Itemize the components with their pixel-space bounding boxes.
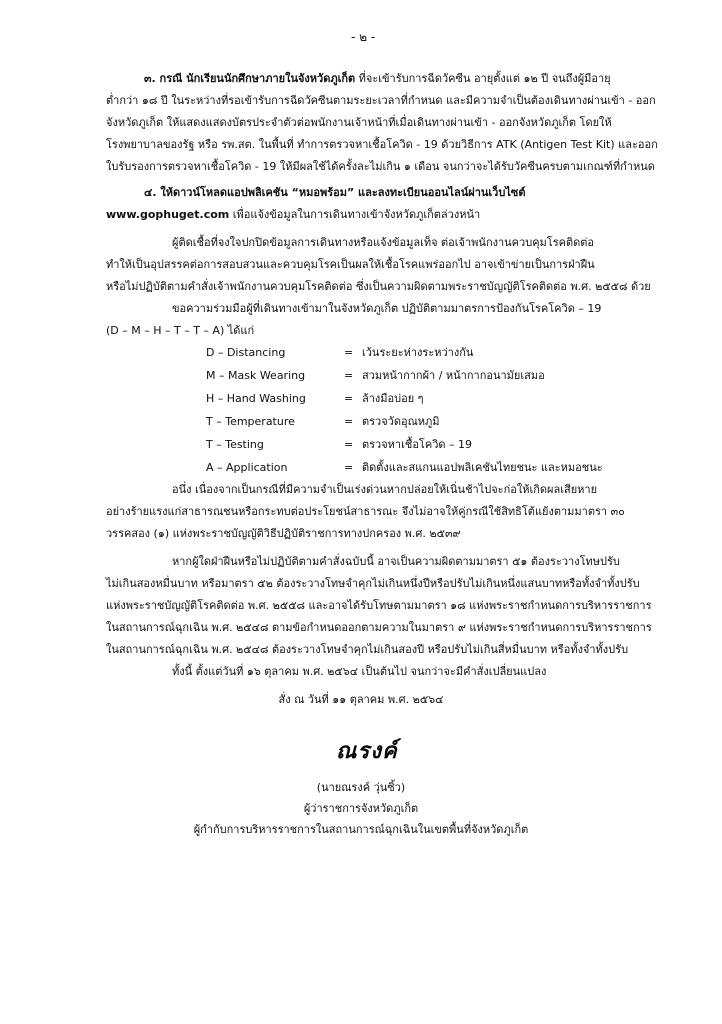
item4-line2-rest: เพื่อแจ้งข้อมูลในการเดินทางเข้าจังหวัดภูเก็ตล่วงหน้า [229, 208, 481, 221]
violation-line4: ในสถานการณ์ฉุกเฉิน พ.ศ. ๒๕๔๘ ตามข้อกำหนดออกตามความในมาตรา ๙ แห่งพระราชกำหนดการบริหารราชการ [106, 621, 652, 634]
penalty-line2: ทำให้เป็นอุปสรรคต่อการสอบสวนและควบคุมโรคเป็นผลให้เชื้อโรคแพร่ออกไป อาจเข้าข่ายเป็นการฝ่าฝืน [106, 258, 595, 271]
measure-term: T – Temperature [206, 415, 295, 428]
measure-term: D – Distancing [206, 346, 286, 359]
item3-line1-rest: ที่จะเข้ารับการฉีดวัคซีน อายุตั้งแต่ ๑๒ ปี จนถึงผู้มีอายุ [355, 72, 611, 85]
measure-equals: = [344, 461, 354, 474]
measure-desc: ตรวจหาเชื้อโควิด – 19 [362, 438, 473, 451]
item3-line4: โรงพยาบาลของรัฐ หรือ รพ.สต. ในพื้นที่ ทำการตรวจหาเชื้อโควิด - 19 ด้วยวิธีการ ATK (Antigen Test Kit) และออก [106, 138, 658, 151]
violation-line1: หากผู้ใดฝ่าฝืนหรือไม่ปฏิบัติตามคำสั่งฉบับนี้ อาจเป็นความผิดตามมาตรา ๕๑ ต้องระวางโทษปรับ [172, 555, 620, 568]
measure-term: M – Mask Wearing [206, 369, 306, 382]
item4-line2 [106, 208, 480, 222]
urgent-line2: อย่างร้ายแรงแก่สาธารณชนหรือกระทบต่อประโยชน์สาธารณะ จึงไม่อาจให้คู่กรณีใช้สิทธิโต้แย้งตามมาตรา ๓๐ [106, 505, 625, 518]
coop-line1: ขอความร่วมมือผู้ที่เดินทางเข้ามาในจังหวัดภูเก็ต ปฏิบัติตามมาตรการป้องกันโรคโควิด – 19 [172, 302, 602, 315]
measure-equals: = [344, 346, 354, 359]
violation-line3: แห่งพระราชบัญญัติโรคติดต่อ พ.ศ. ๒๕๕๘ และอาจได้รับโทษตามมาตรา ๑๘ แห่งพระราชกำหนดการบริหารราชการ [106, 599, 652, 612]
page-number: - ๒ - [351, 30, 376, 44]
urgent-line3: วรรคสอง (๑) แห่งพระราชบัญญัติวิธีปฏิบัติราชการทางปกครอง พ.ศ. ๒๕๓๙ [106, 527, 461, 540]
measure-term: H – Hand Washing [206, 392, 306, 405]
measure-term: A – Application [206, 461, 288, 474]
measure-equals: = [344, 415, 354, 428]
measure-equals: = [344, 369, 354, 382]
order-date: สั่ง ณ วันที่ ๑๑ ตุลาคม พ.ศ. ๒๕๖๔ [278, 693, 444, 706]
coop-line2: (D – M – H – T – T – A) ได้แก่ [106, 324, 255, 337]
item3-line5: ใบรับรองการตรวจหาเชื้อโควิด - 19 ให้มีผลใช้ได้ครั้งละไม่เกิน ๑ เดือน จนกว่าจะได้รับวัคซีนครบตามเกณฑ์ที่กำหนด [106, 160, 655, 173]
signer-title: ผู้ว่าราชการจังหวัดภูเก็ต [303, 802, 419, 815]
measure-equals: = [344, 438, 354, 451]
penalty-line3: หรือไม่ปฏิบัติตามคำสั่งเจ้าพนักงานควบคุมโรคติดต่อ ซึ่งเป็นความผิดตามพระราชบัญญัติโรคติดต่อ พ.ศ. ๒๕๕๘ ด้วย [106, 280, 651, 293]
measure-desc: ตรวจวัดอุณหภูมิ [362, 415, 440, 428]
item3-line3: จังหวัดภูเก็ต ให้แสดงแสดงบัตรประจำตัวต่อพนักงานเจ้าหน้าที่เมื่อเดินทางผ่านเข้า - ออกจังหวัดภูเก็ต โดยให้ [106, 116, 612, 129]
measure-desc: เว้นระยะห่างระหว่างกัน [362, 346, 474, 359]
item3-line1 [144, 72, 611, 86]
measure-term: T – Testing [206, 438, 264, 451]
urgent-line1: อนึ่ง เนื่องจากเป็นกรณีที่มีความจำเป็นเร่งด่วนหากปล่อยให้เนิ่นช้าไปจะก่อให้เกิดผลเสียหาย [172, 483, 598, 496]
violation-line2: ไม่เกินสองหมื่นบาท หรือมาตรา ๕๒ ต้องระวางโทษจำคุกไม่เกินหนึ่งปีหรือปรับไม่เกินหนึ่งแสนบาทหรือทั้งจำทั้งปรับ [106, 577, 640, 590]
violation-line5: ในสถานการณ์ฉุกเฉิน พ.ศ. ๒๕๔๘ ต้องระวางโทษจำคุกไม่เกินสองปี หรือปรับไม่เกินสี่หมื่นบาท หรือทั้งจำทั้งปรับ [106, 643, 629, 656]
website-link[interactable]: www.gophuget.com [106, 208, 230, 221]
measure-desc: สวมหน้ากากผ้า / หน้ากากอนามัยเสมอ [362, 369, 545, 382]
item3-line2: ต่ำกว่า ๑๘ ปี ในระหว่างที่รอเข้ารับการฉีดวัคซีนตามระยะเวลาที่กำหนด และมีความจำเป็นต้องเดินทางผ่านเข้า - ออก [106, 94, 656, 107]
handwritten-signature: ณรงค์ [336, 738, 398, 764]
item3-lead: ๓. กรณี นักเรียนนักศึกษาภายในจังหวัดภูเก็ต [144, 72, 356, 85]
penalty-line1: ผู้ติดเชื้อที่จงใจปกปิดข้อมูลการเดินทางหรือแจ้งข้อมูลเท็จ ต่อเจ้าพนักงานควบคุมโรคติดต่อ [172, 236, 595, 249]
signer-authority: ผู้กำกับการบริหารราชการในสถานการณ์ฉุกเฉินในเขตพื้นที่จังหวัดภูเก็ต [193, 823, 529, 836]
measure-equals: = [344, 392, 354, 405]
measure-desc: ติดตั้งและสแกนแอปพลิเคชันไทยชนะ และหมอชนะ [362, 461, 603, 474]
effective-date: ทั้งนี้ ตั้งแต่วันที่ ๑๖ ตุลาคม พ.ศ. ๒๕๖๔ เป็นต้นไป จนกว่าจะมีคำสั่งเปลี่ยนแปลง [172, 665, 547, 678]
signer-name: (นายณรงค์ วุ่นซิ้ว) [316, 781, 406, 794]
item4-line1: ๔. ให้ดาวน์โหลดแอปพลิเคชัน “หมอพร้อม” และลงทะเบียนออนไลน์ผ่านเว็บไซต์ [144, 186, 526, 199]
measure-desc: ล้างมือบ่อย ๆ [362, 392, 424, 405]
